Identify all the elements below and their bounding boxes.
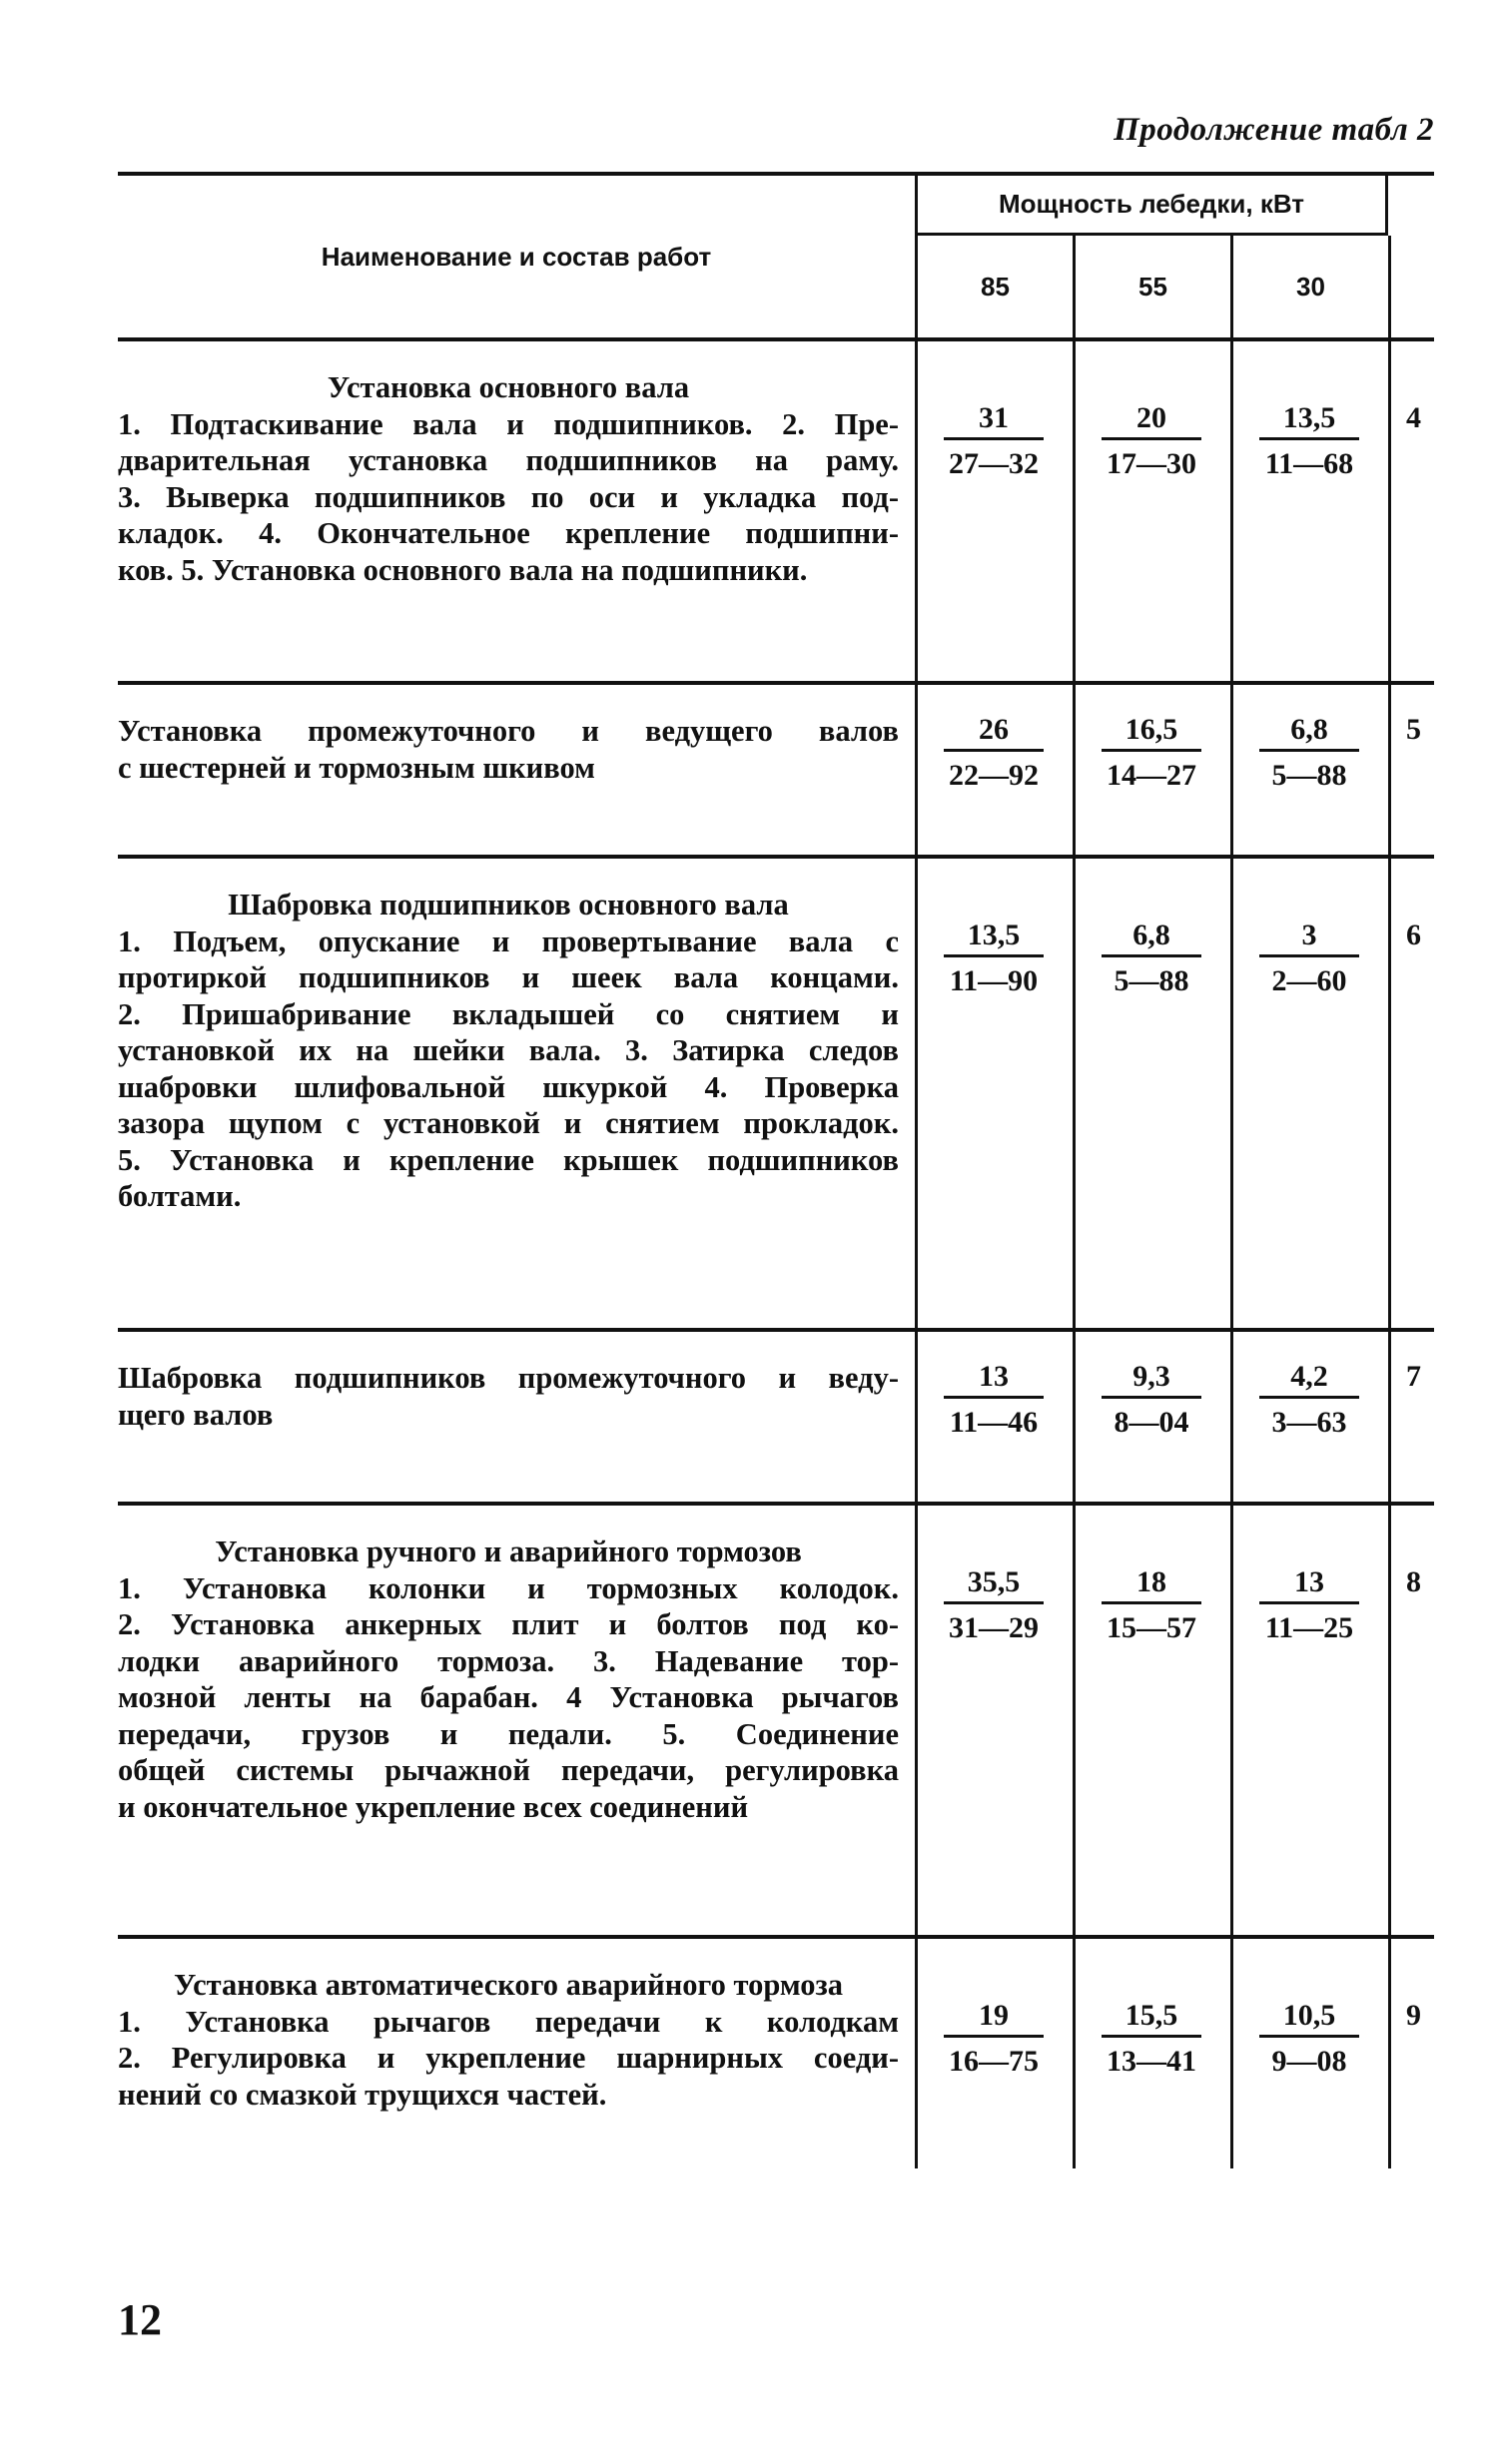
row-text-line: 1. Установка колонки и тормозных колодок. xyxy=(118,1570,899,1605)
row-text-line: 1. Установка рычагов передачи к колодкам xyxy=(118,2004,899,2039)
value-fraction xyxy=(1073,1565,1230,1648)
row-text-line: дварительная установка подшипников на раму. xyxy=(118,443,899,477)
row-title: Установка ручного и аварийного тормозов xyxy=(215,1535,802,1568)
row-text-line: 1. Подтаскивание вала и подшипников. 2. Пре- xyxy=(118,406,899,441)
table-row xyxy=(118,1506,1434,1939)
value-fraction xyxy=(1073,919,1230,1001)
row-text-line: передачи, грузов и педали. 5. Соединение xyxy=(118,1716,899,1751)
value-fraction xyxy=(1073,401,1230,484)
value-denominator: 2—60 xyxy=(1271,964,1347,997)
value-fraction xyxy=(1230,1565,1388,1648)
value-numerator: 20 xyxy=(1102,401,1201,440)
row-text-line: щего валов xyxy=(118,1397,274,1432)
row-text-line: ков. 5. Установка основного вала на подшипники. xyxy=(118,552,808,587)
row-description xyxy=(118,1332,907,1447)
column-divider xyxy=(1388,1332,1391,1502)
column-divider xyxy=(1230,341,1233,681)
value-denominator: 15—57 xyxy=(1107,1611,1196,1644)
value-denominator: 11—46 xyxy=(949,1406,1039,1439)
column-divider xyxy=(1388,1506,1391,1935)
table-header xyxy=(118,176,1434,341)
row-text-line: кладок. 4. Окончательное крепление подшипни- xyxy=(118,516,899,550)
value-numerator: 3 xyxy=(1259,919,1359,957)
value-fraction xyxy=(915,1360,1073,1443)
row-title: Установка автоматического аварийного тормоза xyxy=(174,1968,843,2002)
value-fraction xyxy=(915,1999,1073,2082)
value-fraction xyxy=(915,401,1073,484)
column-divider xyxy=(915,341,918,681)
row-description xyxy=(118,685,907,800)
header-power: Мощность лебедки, кВт xyxy=(915,176,1388,236)
row-number: 6 xyxy=(1406,919,1421,951)
row-text-line: мозной ленты на барабан. 4 Установка рычагов xyxy=(118,1680,899,1714)
value-denominator: 11—90 xyxy=(949,964,1039,997)
header-col-85: 85 xyxy=(915,236,1073,337)
value-fraction xyxy=(1230,919,1388,1001)
value-numerator: 13,5 xyxy=(1259,401,1359,440)
row-description xyxy=(118,341,907,602)
row-text-line: и окончательное укрепление всех соединений xyxy=(118,1789,749,1824)
value-fraction xyxy=(1230,713,1388,796)
row-description xyxy=(118,1939,907,2127)
value-denominator: 5—88 xyxy=(1271,759,1347,792)
row-text-line: 2. Регулировка и укрепление шарнирных соеди- xyxy=(118,2041,899,2075)
value-numerator: 16,5 xyxy=(1102,713,1201,752)
value-numerator: 35,5 xyxy=(944,1565,1044,1604)
value-fraction xyxy=(1230,1999,1388,2082)
value-numerator: 19 xyxy=(944,1999,1044,2038)
row-text-line: болтами. xyxy=(118,1179,242,1213)
value-numerator: 6,8 xyxy=(1259,713,1359,752)
value-denominator: 14—27 xyxy=(1107,759,1196,792)
value-denominator: 5—88 xyxy=(1114,964,1189,997)
value-denominator: 11—25 xyxy=(1264,1611,1354,1644)
value-denominator: 3—63 xyxy=(1271,1406,1347,1439)
row-text-line: нений со смазкой трущихся частей. xyxy=(118,2077,607,2112)
page-number: 12 xyxy=(118,2295,162,2344)
table-row xyxy=(118,859,1434,1332)
column-divider xyxy=(1388,341,1391,681)
continuation-label: Продолжение табл 2 xyxy=(1114,112,1434,148)
row-text-line: 5. Установка и крепление крышек подшипников xyxy=(118,1142,899,1177)
row-text-line: 2. Пришабривание вкладышей со снятием и xyxy=(118,996,899,1031)
value-denominator: 16—75 xyxy=(949,2045,1039,2078)
row-title: Установка основного вала xyxy=(327,370,690,404)
value-numerator: 13 xyxy=(944,1360,1044,1399)
work-table xyxy=(118,172,1434,2168)
value-fraction xyxy=(1230,401,1388,484)
column-divider xyxy=(1388,1939,1391,2168)
value-fraction xyxy=(915,919,1073,1001)
value-denominator: 9—08 xyxy=(1271,2045,1347,2078)
row-description xyxy=(118,859,907,1229)
row-text-line: установкой их на шейки вала. 3. Затирка следов xyxy=(118,1033,899,1067)
row-text-line: лодки аварийного тормоза. 3. Надевание тор- xyxy=(118,1643,899,1678)
value-numerator: 31 xyxy=(944,401,1044,440)
value-denominator: 13—41 xyxy=(1107,2045,1196,2078)
row-text-line: Установка промежуточного и ведущего валов xyxy=(118,714,899,748)
row-text-line: зазора щупом с установкой и снятием прокладок. xyxy=(118,1106,899,1140)
row-text-line: с шестерней и тормозным шкивом xyxy=(118,750,595,785)
value-fraction xyxy=(1073,1360,1230,1443)
row-text-line: 1. Подъем, опускание и провертывание вала с xyxy=(118,924,899,958)
value-fraction xyxy=(1073,713,1230,796)
value-numerator: 15,5 xyxy=(1102,1999,1201,2038)
value-denominator: 22—92 xyxy=(949,759,1039,792)
column-divider xyxy=(1388,685,1391,855)
value-fraction xyxy=(915,1565,1073,1648)
column-divider xyxy=(1073,341,1076,681)
value-denominator: 17—30 xyxy=(1107,447,1196,480)
row-number: 7 xyxy=(1406,1360,1421,1393)
row-number: 4 xyxy=(1406,401,1421,434)
row-text-line: 3. Выверка подшипников по оси и укладка под- xyxy=(118,479,899,514)
row-text-line: Шабровка подшипников промежуточного и веду- xyxy=(118,1361,899,1395)
row-text-line: общей системы рычажной передачи, регулировка xyxy=(118,1753,899,1787)
value-numerator: 13 xyxy=(1259,1565,1359,1604)
value-numerator: 10,5 xyxy=(1259,1999,1359,2038)
row-title: Шабровка подшипников основного вала xyxy=(228,888,789,922)
row-number: 5 xyxy=(1406,713,1421,746)
row-number: 9 xyxy=(1406,1999,1421,2032)
value-numerator: 26 xyxy=(944,713,1044,752)
value-denominator: 11—68 xyxy=(1264,447,1354,480)
value-denominator: 8—04 xyxy=(1114,1406,1189,1439)
value-numerator: 6,8 xyxy=(1102,919,1201,957)
column-divider xyxy=(1388,859,1391,1328)
row-number: 8 xyxy=(1406,1565,1421,1598)
row-description xyxy=(118,1506,907,1839)
header-col-55: 55 xyxy=(1073,236,1230,337)
value-denominator: 27—32 xyxy=(949,447,1039,480)
value-fraction xyxy=(915,713,1073,796)
value-numerator: 4,2 xyxy=(1259,1360,1359,1399)
row-text-line: протиркой подшипников и шеек вала концами. xyxy=(118,960,899,994)
value-numerator: 9,3 xyxy=(1102,1360,1201,1399)
value-fraction xyxy=(1230,1360,1388,1443)
header-col-30: 30 xyxy=(1230,236,1391,337)
table-row xyxy=(118,341,1434,685)
table-row xyxy=(118,1332,1434,1506)
value-fraction xyxy=(1073,1999,1230,2082)
value-numerator: 13,5 xyxy=(944,919,1044,957)
table-row xyxy=(118,685,1434,859)
header-name: Наименование и состав работ xyxy=(321,241,712,272)
value-denominator: 31—29 xyxy=(949,1611,1039,1644)
value-numerator: 18 xyxy=(1102,1565,1201,1604)
table-row xyxy=(118,1939,1434,2168)
row-text-line: шабровки шлифовальной шкуркой 4. Проверка xyxy=(118,1069,899,1104)
row-text-line: 2. Установка анкерных плит и болтов под ко- xyxy=(118,1607,899,1641)
